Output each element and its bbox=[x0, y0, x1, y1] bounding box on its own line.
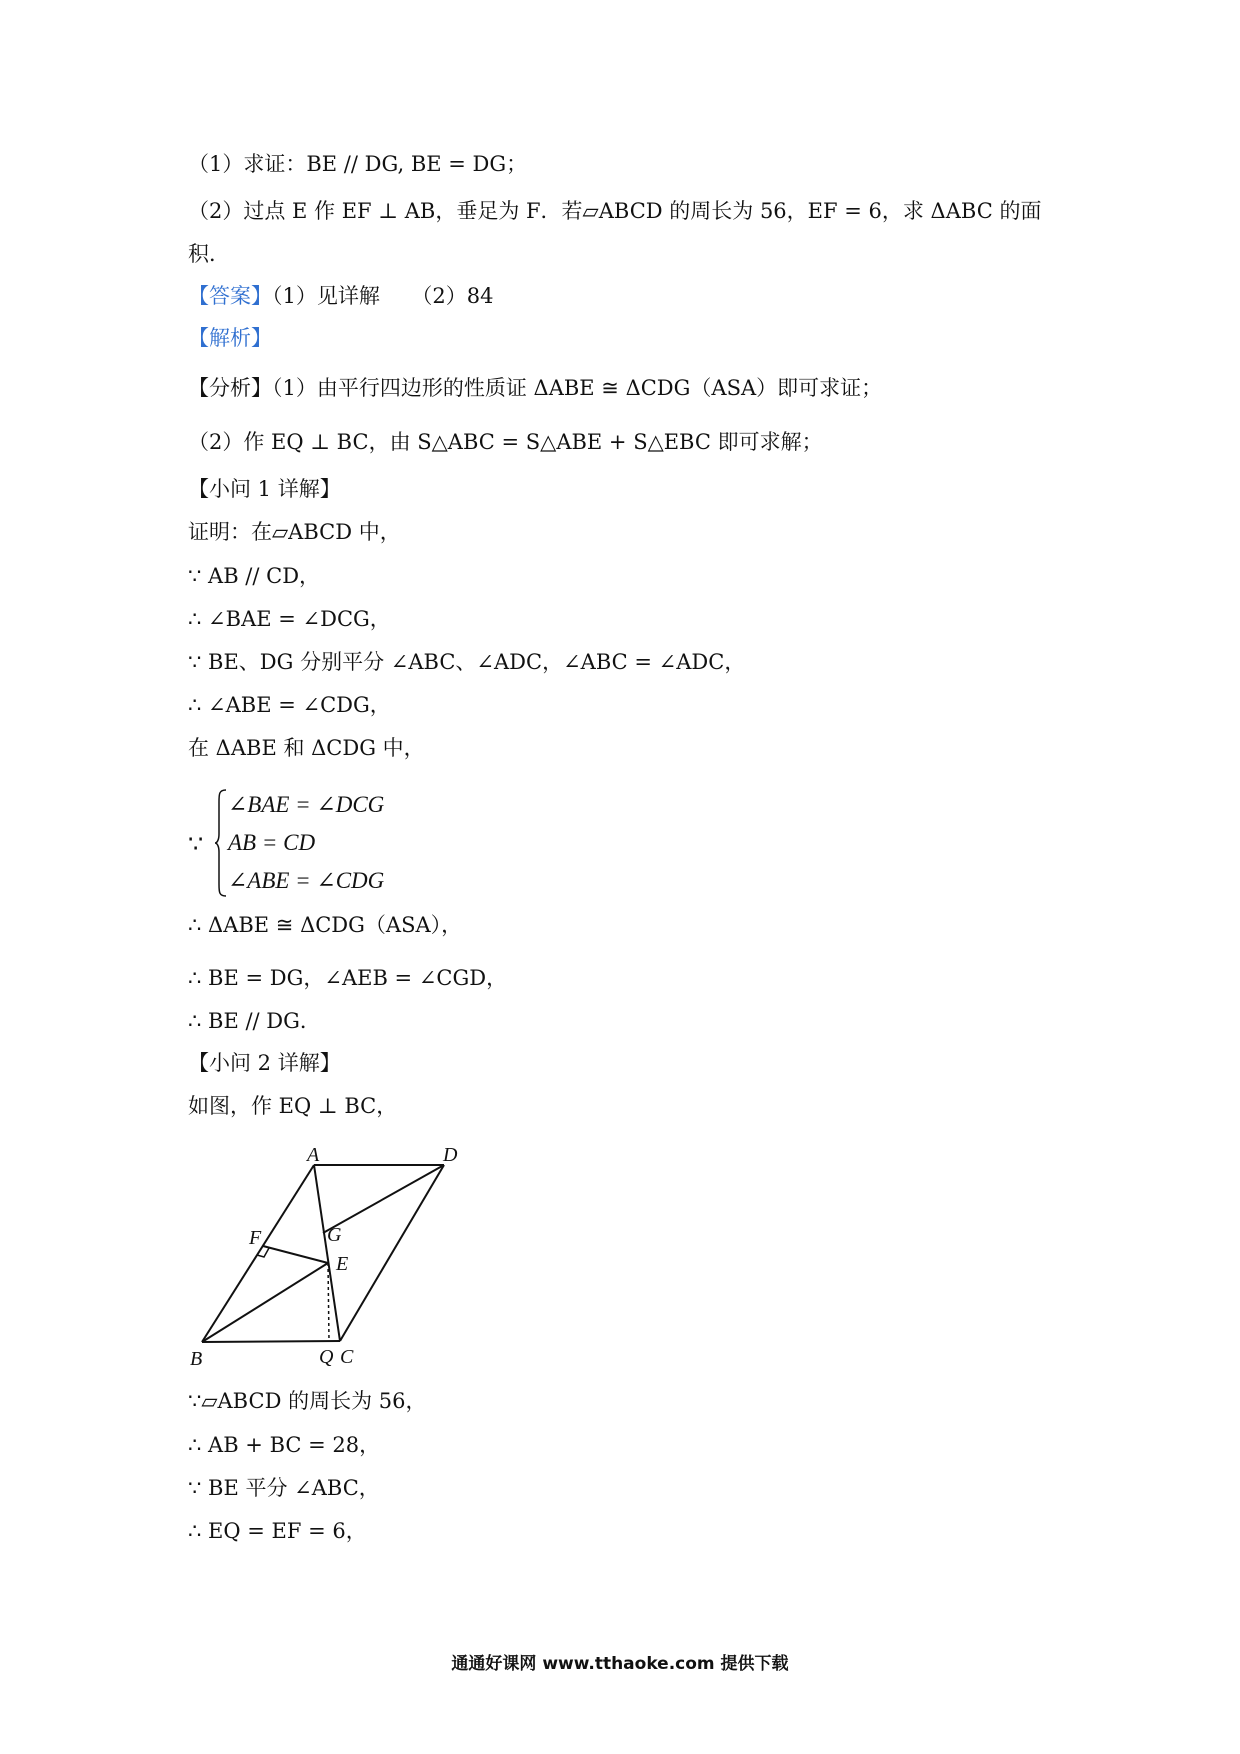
answer-text: （1）见详解 （2）84 bbox=[272, 284, 494, 308]
label-e: E bbox=[336, 1253, 349, 1275]
subquestion-1-heading: 【小问 1 详解】 bbox=[188, 477, 341, 501]
page-footer: 通通好课网 www.tthaoke.com 提供下载 bbox=[451, 1654, 789, 1674]
label-g: G bbox=[327, 1224, 342, 1246]
label-c: C bbox=[340, 1346, 354, 1368]
proof-line-10: ∵▱ABCD 的周长为 56， bbox=[188, 1389, 427, 1413]
proof-line-6: ∴ ΔABE ≅ ΔCDG（ASA）， bbox=[188, 913, 463, 937]
proof-line-4: ∴ ∠ABE = ∠CDG， bbox=[188, 693, 391, 717]
analysis-2: （2）作 EQ ⊥ BC，由 S△ABC = S△ABE + S△EBC 即可求解； bbox=[188, 430, 823, 454]
proof-line-3: ∵ BE、DG 分别平分 ∠ABC、∠ADC，∠ABC = ∠ADC， bbox=[188, 650, 746, 674]
question-part-2: （2）过点 E 作 EF ⊥ AB，垂足为 F．若▱ABCD 的周长为 56，EF = 6，求 ΔABC 的面 bbox=[188, 199, 1042, 223]
brace-line-2: AB = CD bbox=[228, 830, 316, 855]
because-symbol: ∵ bbox=[188, 830, 204, 858]
label-f: F bbox=[249, 1227, 262, 1249]
proof-line-2: ∴ ∠BAE = ∠DCG， bbox=[188, 607, 391, 631]
label-b: B bbox=[190, 1348, 203, 1370]
answer-tag: 【答案】 bbox=[188, 284, 272, 308]
segment-eq-dashed bbox=[328, 1263, 329, 1341]
proof-line-7: ∴ BE = DG，∠AEB = ∠CGD， bbox=[188, 966, 508, 990]
label-q: Q bbox=[319, 1346, 334, 1368]
geometry-figure bbox=[190, 1148, 470, 1373]
question-part-1: （1）求证：BE // DG, BE = DG； bbox=[188, 152, 528, 176]
proof-line-11: ∴ AB + BC = 28， bbox=[188, 1433, 381, 1457]
segment-bc bbox=[202, 1341, 340, 1342]
label-a: A bbox=[307, 1148, 320, 1166]
analysis-1: 【分析】（1）由平行四边形的性质证 ΔABE ≅ ΔCDG（ASA）即可求证； bbox=[188, 376, 883, 400]
segment-dc bbox=[340, 1165, 444, 1341]
segment-be bbox=[202, 1263, 328, 1342]
proof-line-8: ∴ BE // DG． bbox=[188, 1009, 321, 1033]
brace-line-1: ∠BAE = ∠DCG bbox=[228, 792, 385, 817]
proof-line-12: ∵ BE 平分 ∠ABC， bbox=[188, 1476, 380, 1500]
answer-row bbox=[188, 282, 493, 310]
left-brace-icon bbox=[214, 788, 228, 898]
proof-line-5: 在 ΔABE 和 ΔCDG 中， bbox=[188, 736, 425, 760]
segment-dg bbox=[323, 1165, 444, 1233]
question-part-2-cont: 积． bbox=[188, 242, 230, 266]
brace-system bbox=[188, 788, 488, 898]
proof-line-1: ∵ AB // CD， bbox=[188, 564, 321, 588]
analysis-tag: 【解析】 bbox=[188, 326, 272, 350]
segment-fe bbox=[263, 1246, 328, 1263]
segment-ab bbox=[202, 1165, 314, 1342]
label-d: D bbox=[443, 1148, 458, 1166]
proof-line-0: 证明：在▱ABCD 中， bbox=[188, 520, 401, 544]
subquestion-2-heading: 【小问 2 详解】 bbox=[188, 1051, 341, 1075]
brace-line-3: ∠ABE = ∠CDG bbox=[228, 868, 385, 893]
proof-line-13: ∴ EQ = EF = 6， bbox=[188, 1519, 367, 1543]
proof-line-9: 如图，作 EQ ⊥ BC， bbox=[188, 1094, 398, 1118]
